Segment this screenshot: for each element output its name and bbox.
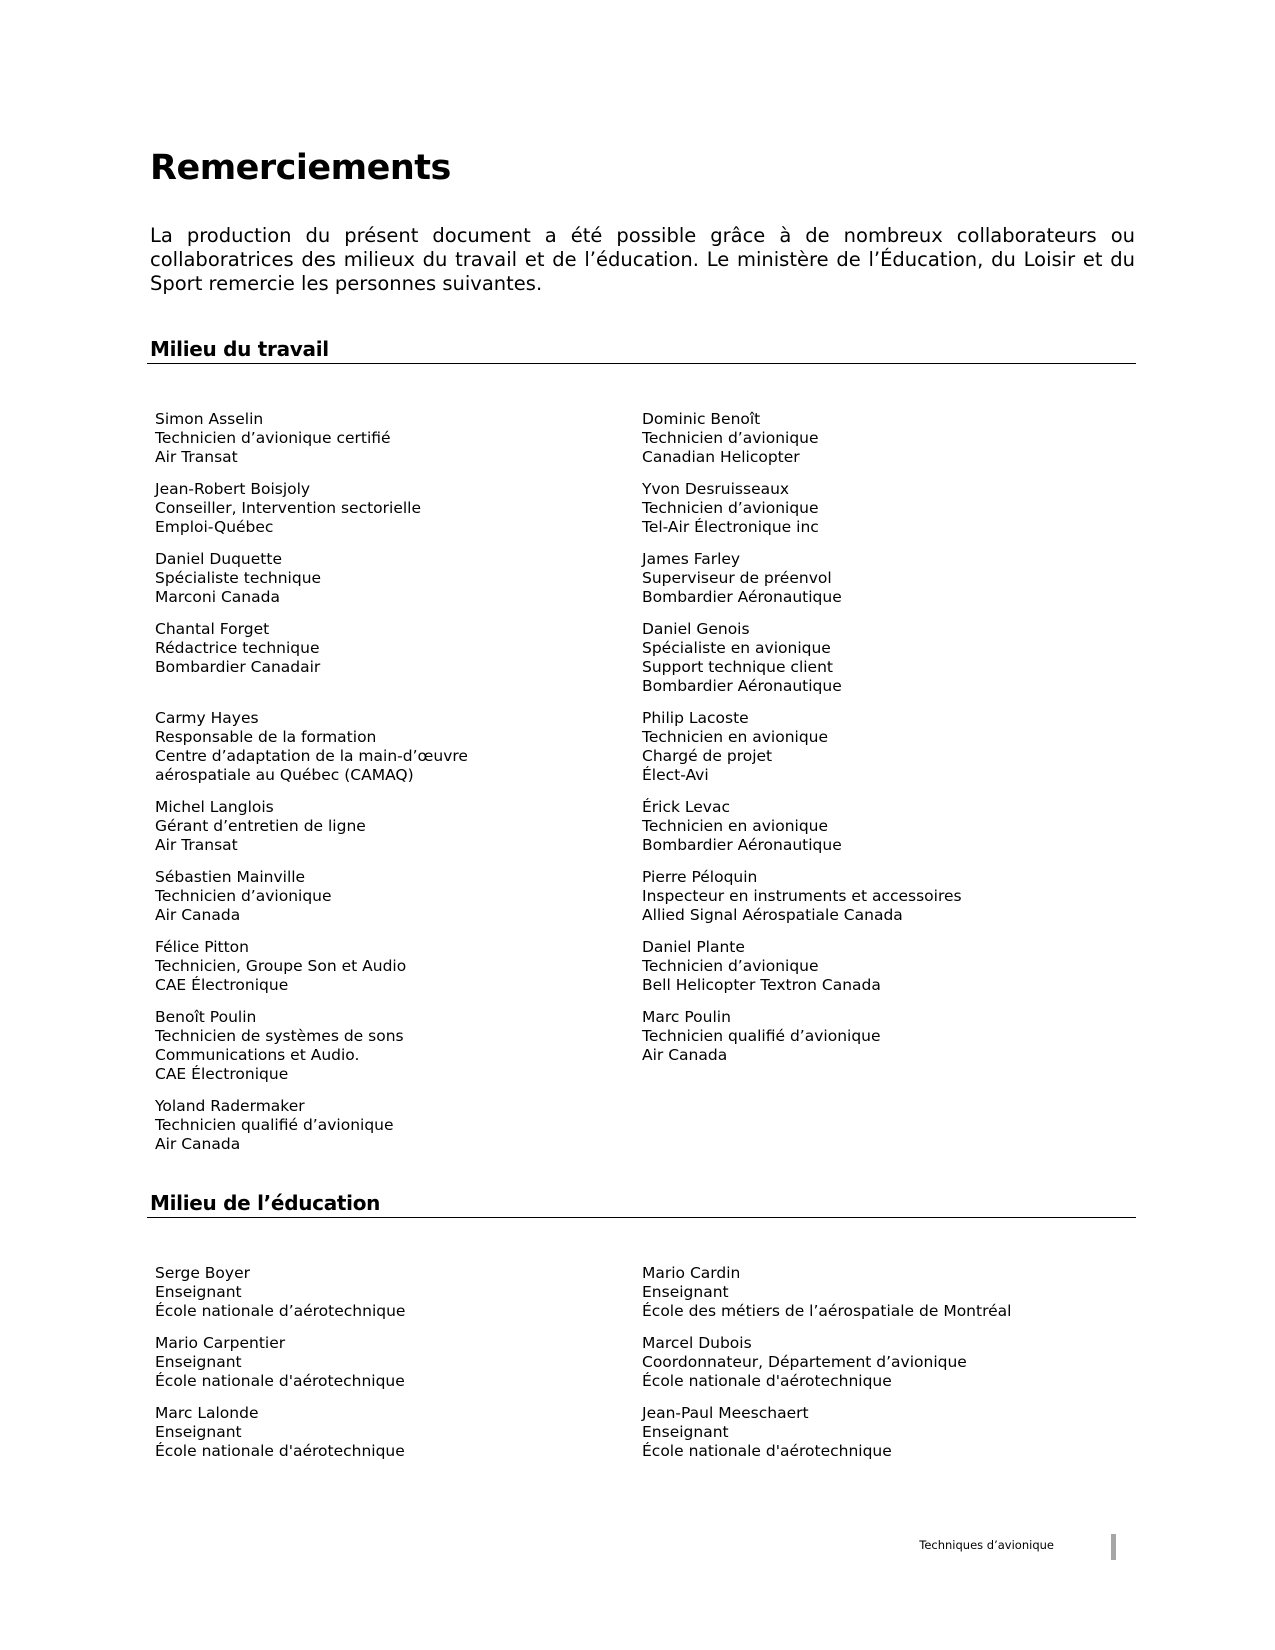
contact-entry: [642, 410, 1102, 467]
section-rule-work: [147, 363, 1136, 364]
contact-detail: Air Canada: [155, 906, 241, 924]
contact-name: Philip Lacoste: [642, 709, 749, 727]
contact-detail: Technicien qualifié d’avionique: [155, 1116, 394, 1134]
contact-detail: Enseignant: [155, 1283, 242, 1301]
contact-detail: Air Transat: [155, 448, 238, 466]
contact-entry: [642, 1334, 1102, 1391]
contact-detail: Gérant d’entretien de ligne: [155, 817, 366, 835]
contact-detail: École nationale d'aérotechnique: [155, 1442, 405, 1460]
contact-name: Marcel Dubois: [642, 1334, 752, 1352]
contact-name: Serge Boyer: [155, 1264, 250, 1282]
contact-detail: Marconi Canada: [155, 588, 280, 606]
contact-entry: [155, 550, 615, 607]
contact-name: Daniel Duquette: [155, 550, 282, 568]
contact-entry: [642, 1404, 1102, 1461]
contact-entry: [155, 480, 615, 537]
contact-entry: [642, 480, 1102, 537]
contact-entry: [155, 1008, 615, 1084]
section-rule-education: [147, 1217, 1136, 1218]
education-right-column: [642, 1264, 1102, 1474]
contact-name: Chantal Forget: [155, 620, 270, 638]
section-title-education: Milieu de l’éducation: [150, 1191, 381, 1215]
contact-detail: Inspecteur en instruments et accessoires: [642, 887, 962, 905]
contact-name: Carmy Hayes: [155, 709, 259, 727]
contact-entry: [155, 410, 615, 467]
contact-detail: Bell Helicopter Textron Canada: [642, 976, 881, 994]
contact-detail: Coordonnateur, Département d’avionique: [642, 1353, 967, 1371]
contact-detail: Tel-Air Électronique inc: [642, 518, 819, 536]
contact-name: Daniel Plante: [642, 938, 745, 956]
work-right-column: [642, 410, 1102, 1078]
contact-detail: Technicien d’avionique: [642, 499, 819, 517]
contact-name: Marc Lalonde: [155, 1404, 259, 1422]
contact-name: Sébastien Mainville: [155, 868, 306, 886]
contact-name: Pierre Péloquin: [642, 868, 758, 886]
education-left-column: [155, 1264, 615, 1474]
contact-name: Jean-Paul Meeschaert: [642, 1404, 809, 1422]
contact-detail: Chargé de projet: [642, 747, 773, 765]
contact-detail: Technicien, Groupe Son et Audio: [155, 957, 407, 975]
contact-entry: [642, 938, 1102, 995]
contact-entry: [155, 798, 615, 855]
contact-entry: [642, 550, 1102, 607]
contact-detail: École nationale d’aérotechnique: [155, 1302, 406, 1320]
contact-entry: [155, 709, 615, 785]
contact-entry: [155, 1097, 615, 1154]
contact-name: Marc Poulin: [642, 1008, 731, 1026]
footer-title: Techniques d’avionique: [919, 1538, 1054, 1552]
contact-name: Michel Langlois: [155, 798, 274, 816]
contact-detail: Technicien en avionique: [642, 728, 829, 746]
footer-bar: [1111, 1534, 1116, 1560]
contact-detail: Technicien de systèmes de sons: [155, 1027, 404, 1045]
contact-detail: Spécialiste en avionique: [642, 639, 831, 657]
contact-entry: [642, 868, 1102, 925]
contact-entry: [642, 709, 1102, 785]
contact-name: Yoland Radermaker: [155, 1097, 305, 1115]
contact-detail: Emploi-Québec: [155, 518, 274, 536]
page-title: Remerciements: [150, 148, 451, 188]
contact-name: Jean-Robert Boisjoly: [155, 480, 311, 498]
contact-detail: Responsable de la formation: [155, 728, 377, 746]
contact-detail: CAE Électronique: [155, 976, 289, 994]
contact-detail: Élect-Avi: [642, 766, 709, 784]
contact-detail: Bombardier Aéronautique: [642, 677, 842, 695]
contact-detail: Allied Signal Aérospatiale Canada: [642, 906, 903, 924]
contact-name: Simon Asselin: [155, 410, 264, 428]
contact-name: Daniel Genois: [642, 620, 750, 638]
contact-name: Mario Carpentier: [155, 1334, 286, 1352]
contact-detail: École des métiers de l’aérospatiale de Montréal: [642, 1302, 1012, 1320]
contact-entry: [155, 1334, 615, 1391]
contact-name: Mario Cardin: [642, 1264, 741, 1282]
contact-detail: Canadian Helicopter: [642, 448, 800, 466]
work-left-column: [155, 410, 615, 1167]
contact-detail: Air Canada: [155, 1135, 241, 1153]
contact-entry: [155, 1404, 615, 1461]
contact-detail: Centre d’adaptation de la main-d’œuvre: [155, 747, 468, 765]
contact-detail: Technicien qualifié d’avionique: [642, 1027, 881, 1045]
contact-detail: Technicien d’avionique: [155, 887, 332, 905]
section-title-work: Milieu du travail: [150, 337, 329, 361]
contact-entry: [642, 620, 1102, 696]
contact-entry: [155, 1264, 615, 1321]
contact-detail: Technicien d’avionique certifié: [155, 429, 391, 447]
contact-detail: Air Transat: [155, 836, 238, 854]
contact-entry: [642, 1008, 1102, 1065]
contact-detail: Enseignant: [155, 1353, 242, 1371]
intro-paragraph: La production du présent document a été possible grâce à de nombreux collaborateurs ou collaboratrices des milieux du travail et de l’éducation. Le ministère de l’Éducation, du Loisir et du Sport remercie les personnes suivantes.: [150, 224, 1135, 295]
contact-detail: Technicien d’avionique: [642, 957, 819, 975]
contact-detail: Spécialiste technique: [155, 569, 322, 587]
contact-entry: [155, 868, 615, 925]
contact-detail: Enseignant: [155, 1423, 242, 1441]
contact-entry: [642, 1264, 1102, 1321]
contact-name: Yvon Desruisseaux: [642, 480, 790, 498]
contact-detail: Support technique client: [642, 658, 833, 676]
contact-detail: Rédactrice technique: [155, 639, 320, 657]
contact-detail: Enseignant: [642, 1283, 729, 1301]
contact-detail: Bombardier Aéronautique: [642, 588, 842, 606]
contact-detail: Bombardier Canadair: [155, 658, 321, 676]
contact-detail: aérospatiale au Québec (CAMAQ): [155, 766, 414, 784]
contact-name: Félice Pitton: [155, 938, 249, 956]
contact-entry: [155, 620, 615, 677]
contact-detail: Enseignant: [642, 1423, 729, 1441]
contact-detail: Technicien d’avionique: [642, 429, 819, 447]
contact-detail: CAE Électronique: [155, 1065, 289, 1083]
contact-detail: Air Canada: [642, 1046, 728, 1064]
contact-detail: École nationale d'aérotechnique: [155, 1372, 405, 1390]
contact-detail: Technicien en avionique: [642, 817, 829, 835]
contact-detail: École nationale d'aérotechnique: [642, 1372, 892, 1390]
contact-name: Érick Levac: [642, 798, 730, 816]
contact-detail: Conseiller, Intervention sectorielle: [155, 499, 422, 517]
contact-detail: Bombardier Aéronautique: [642, 836, 842, 854]
contact-detail: Superviseur de préenvol: [642, 569, 832, 587]
contact-detail: Communications et Audio.: [155, 1046, 360, 1064]
contact-name: Benoît Poulin: [155, 1008, 257, 1026]
contact-entry: [155, 938, 615, 995]
contact-name: Dominic Benoît: [642, 410, 761, 428]
contact-entry: [642, 798, 1102, 855]
contact-name: James Farley: [642, 550, 741, 568]
contact-detail: École nationale d'aérotechnique: [642, 1442, 892, 1460]
